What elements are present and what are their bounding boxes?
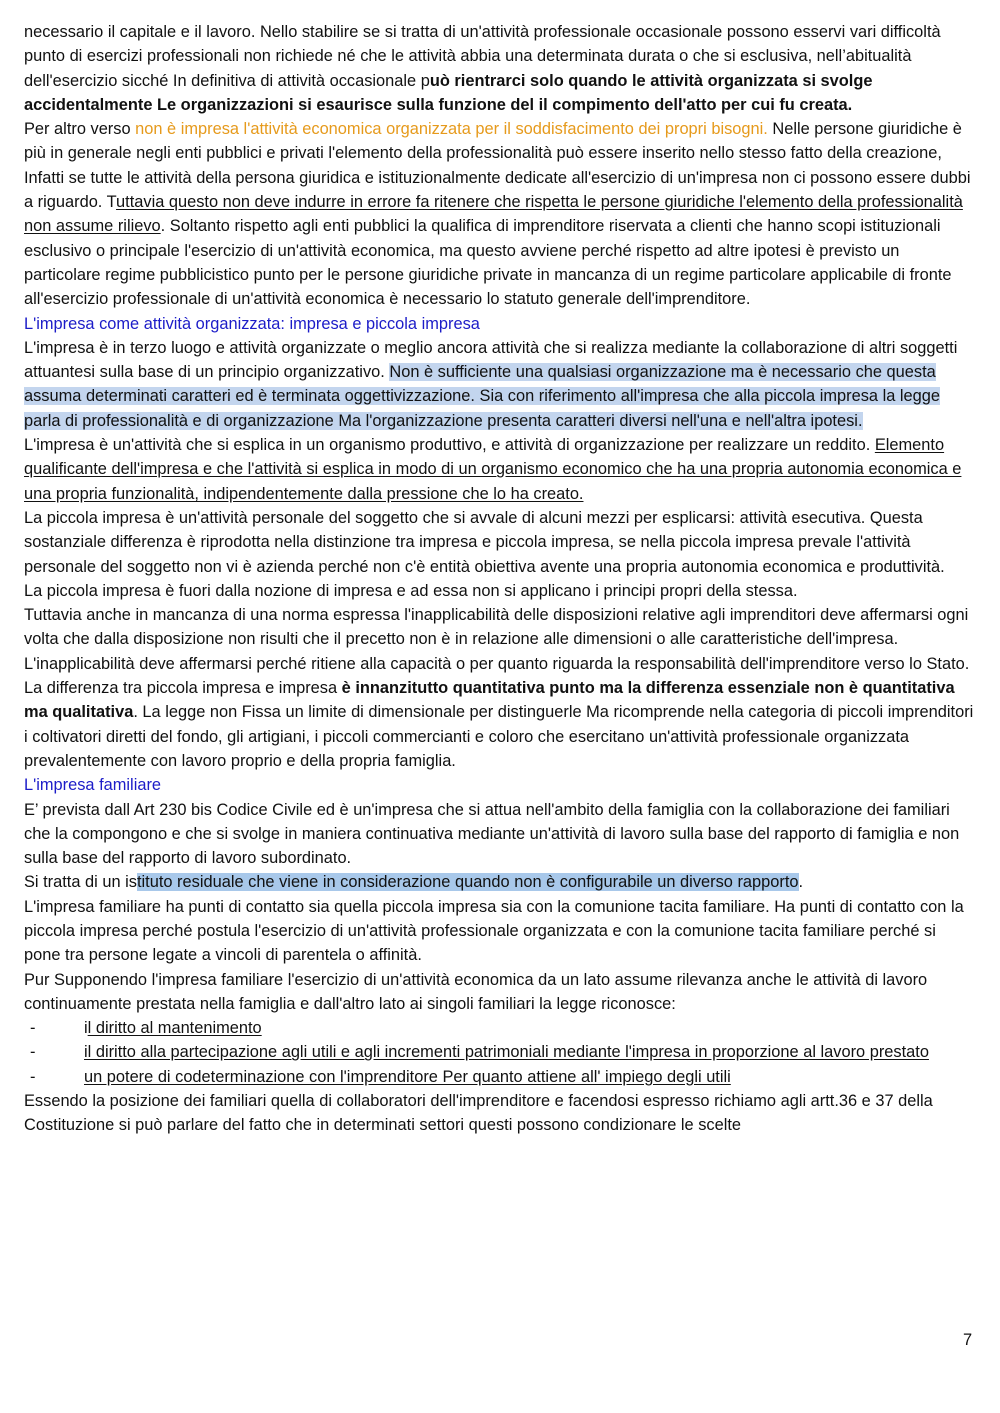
document-body xyxy=(24,20,976,1138)
list-marker: - xyxy=(30,1067,36,1086)
bold-text: è innanzitutto quantitativa punto ma la differenza essenziale non è quantitativa ma qualitativa xyxy=(24,679,955,722)
section-heading-family-business: L'impresa familiare xyxy=(24,776,162,795)
paragraph-rights-intro: Pur Supponendo l'impresa familiare l'esercizio di un'attività economica da un lato assume rilevanza anche le attività di lavoro continuamente prestata nella famiglia e dall'altro lato ai singoli familiari la legge riconosce: xyxy=(24,970,928,1013)
paragraph-small-business: La piccola impresa è un'attività personale del soggetto che si avvale di alcuni mezzi per esplicarsi: attività esecutiva. Questa sostanziale differenza è riprodotta nella distinzione tra impresa e piccola impresa, se nella piccola impresa prevale l'attività personale del soggetto non vi è azienda perché non c'è entità obiettiva avente una propria autonomia economica e produttività. xyxy=(24,508,945,576)
page-number: 7 xyxy=(963,1331,973,1349)
paragraph-constitution: Essendo la posizione dei familiari quella di collaboratori dell'imprenditore e facendosi espresso richiamo agli artt.36 e 37 della Costituzione si può parlare del fatto che in determinati settori questi possono condizionare le scelte xyxy=(24,1092,933,1135)
paragraph-organization: L'impresa è in terzo luogo e attività organizzate o meglio ancora attività che si realizza mediante la collaborazione di altri soggetti attuantesi sulla base di un principio organizzativo. Non è sufficiente una qualsiasi organizzazione ma è necessario che questa assuma determinati caratteri ed è terminata oggettivizzazione. Sia con riferimento all'impresa che alla piccola impresa la legge parla di professionalità e di organizzazione Ma l'organizzazione presenta caratteri diversi nell'una e nell'altra ipotesi. xyxy=(24,338,958,430)
paragraph-small-business-scope: La piccola impresa è fuori dalla nozione di impresa e ad essa non si applicano i principi propri della stessa. xyxy=(24,581,798,600)
paragraph-productive-organism: L'impresa è un'attività che si esplica in un organismo produttivo, e attività di organizzazione per realizzare un reddito. Elemento qualificante dell'impresa e che l'attività si esplica in modo di un organismo economico che ha una propria autonomia economica e una propria funzionalità, indipendentemente dalla pressione che lo ha creato. xyxy=(24,436,962,503)
paragraph-legal-persons: Per altro verso non è impresa l'attività economica organizzata per il soddisfacimento dei propri bisogni. Nelle persone giuridiche è più in generale negli enti pubblici e privati l'elemento della professionalità può essere inserito nello stesso fatto della creazione, Infatti se tutte le attività della persona giuridica e istituzionalmente dedicate all'esercizio di un'impresa non ci possono essere dubbi a riguardo. Tuttavia questo non deve indurre in errore fa ritenere che rispetta le persone giuridiche l'elemento della professionalità non assume rilievo. Soltanto rispetto agli enti pubblici la qualifica di imprenditore riservata a clienti che hanno scopi istituzionali esclusivo o principale l'esercizio di un'attività economica, ma questo avviene perché rispetto ad altre ipotesi è previsto un particolare regime pubblicistico punto per le persone giuridiche private in mancanza di un regime particolare applicabile di fronte all'esercizio professionale di un'attività economica è necessario lo statuto generale dell'imprenditore. xyxy=(24,120,971,309)
underlined-text: l diritto al mantenimento xyxy=(87,1019,262,1038)
list-item: - il diritto al mantenimento xyxy=(24,1016,976,1040)
underlined-text: uttavia questo non deve indurre in errore fa ritenere che rispetta le persone giuridiche l'elemento della professionalità non assume rilievo xyxy=(24,193,963,236)
paragraph-art-230-bis: E’ prevista dall Art 230 bis Codice Civile ed è un'impresa che si attua nell'ambito della famiglia con la collaborazione dei familiari che la compongono e che si svolge in maniera continuativa mediante un'attività di lavoro sulla base del rapporto di famiglia e non sulla base del rapporto di lavoro subordinato. xyxy=(24,800,960,868)
list-marker: - xyxy=(30,1019,36,1038)
underlined-text: il diritto alla partecipazione agli utili e agli incrementi patrimoniali mediante l'impresa in proporzione al lavoro prestato xyxy=(84,1043,929,1062)
paragraph-residual-institution: Si tratta di un istituto residuale che viene in considerazione quando non è configurabile un diverso rapporto. xyxy=(24,873,804,892)
underlined-text: un potere di codeterminazione con l'imprenditore Per quanto attiene all' impiego degli utili xyxy=(84,1067,731,1086)
bold-text: uò rientrarci solo quando le attività organizzata si svolge accidentalmente Le organizzazioni si esaurisce sulla funzione del il compimento dell'atto per cui fu creata. xyxy=(24,71,873,114)
orange-highlight-text: non è impresa l'attività economica organizzata per il soddisfacimento dei propri bisogni. xyxy=(135,120,768,139)
highlighted-text: Non è sufficiente una qualsiasi organizzazione ma è necessario che questa assuma determinati caratteri ed è terminata oggettivizzazione. Sia con riferimento all'impresa che alla piccola impresa la legge parla di professionalità e di organizzazione Ma l'organizzazione presenta caratteri diversi nell'una e nell'altra ipotesi. xyxy=(24,363,940,430)
underlined-text: Elemento qualificante dell'impresa e che l'attività si esplica in modo di un organismo economico che ha una propria autonomia economica e una propria funzionalità, indipendentemente dalla pressione che lo ha creato. xyxy=(24,436,962,503)
paragraph-inapplicability: Tuttavia anche in mancanza di una norma espressa l'inapplicabilità delle disposizioni relative agli imprenditori deve affermarsi ogni volta che dalla disposizione non risulti che il precetto non è in relazione alle dimensioni o alle caratteristiche dell'impresa. L'inapplicabilità deve affermarsi perché ritiene alla capacità o per quanto riguarda la responsabilità dell'imprenditore verso lo Stato. xyxy=(24,606,970,673)
section-heading-organized-activity: L'impresa come attività organizzata: impresa e piccola impresa xyxy=(24,314,480,333)
paragraph-occasional-activity: necessario il capitale e il lavoro. Nello stabilire se si tratta di un'attività professionale occasionale possono esservi vari difficoltà punto di esercizi professionali non richiede né che le attività abbia una determinata durata o che si esclusiva, nell’abitualità dell'esercizio sicché In definitiva di attività occasionale può rientrarci solo quando le attività organizzata si svolge accidentalmente Le organizzazioni si esaurisce sulla funzione del il compimento dell'atto per cui fu creata. xyxy=(24,23,941,114)
list-item xyxy=(24,1040,976,1064)
paragraph-difference: La differenza tra piccola impresa e impresa è innanzitutto quantitativa punto ma la differenza essenziale non è quantitativa ma qualitativa. La legge non Fissa un limite di dimensionale per distinguerle Ma ricomprende nella categoria di piccoli imprenditori i coltivatori diretti del fondo, gli artigiani, i piccoli commercianti e coloro che esercitano un'attività professionale organizzata prevalentemente con lavoro proprio e della propria famiglia. xyxy=(24,679,974,770)
rights-list xyxy=(24,1016,976,1089)
paragraph-contact-points: L'impresa familiare ha punti di contatto sia quella piccola impresa sia con la comunione tacita familiare. Ha punti di contatto con la piccola impresa perché postula l'esercizio di un'attività professionale organizzata e con la comunione tacita familiare perché si pone tra persone legate a vincoli di parentela o affinità. xyxy=(24,897,964,965)
list-item xyxy=(24,1065,976,1089)
highlighted-text: tituto residuale che viene in considerazione quando non è configurabile un diverso rapporto xyxy=(136,873,799,892)
list-marker: - xyxy=(30,1043,36,1062)
